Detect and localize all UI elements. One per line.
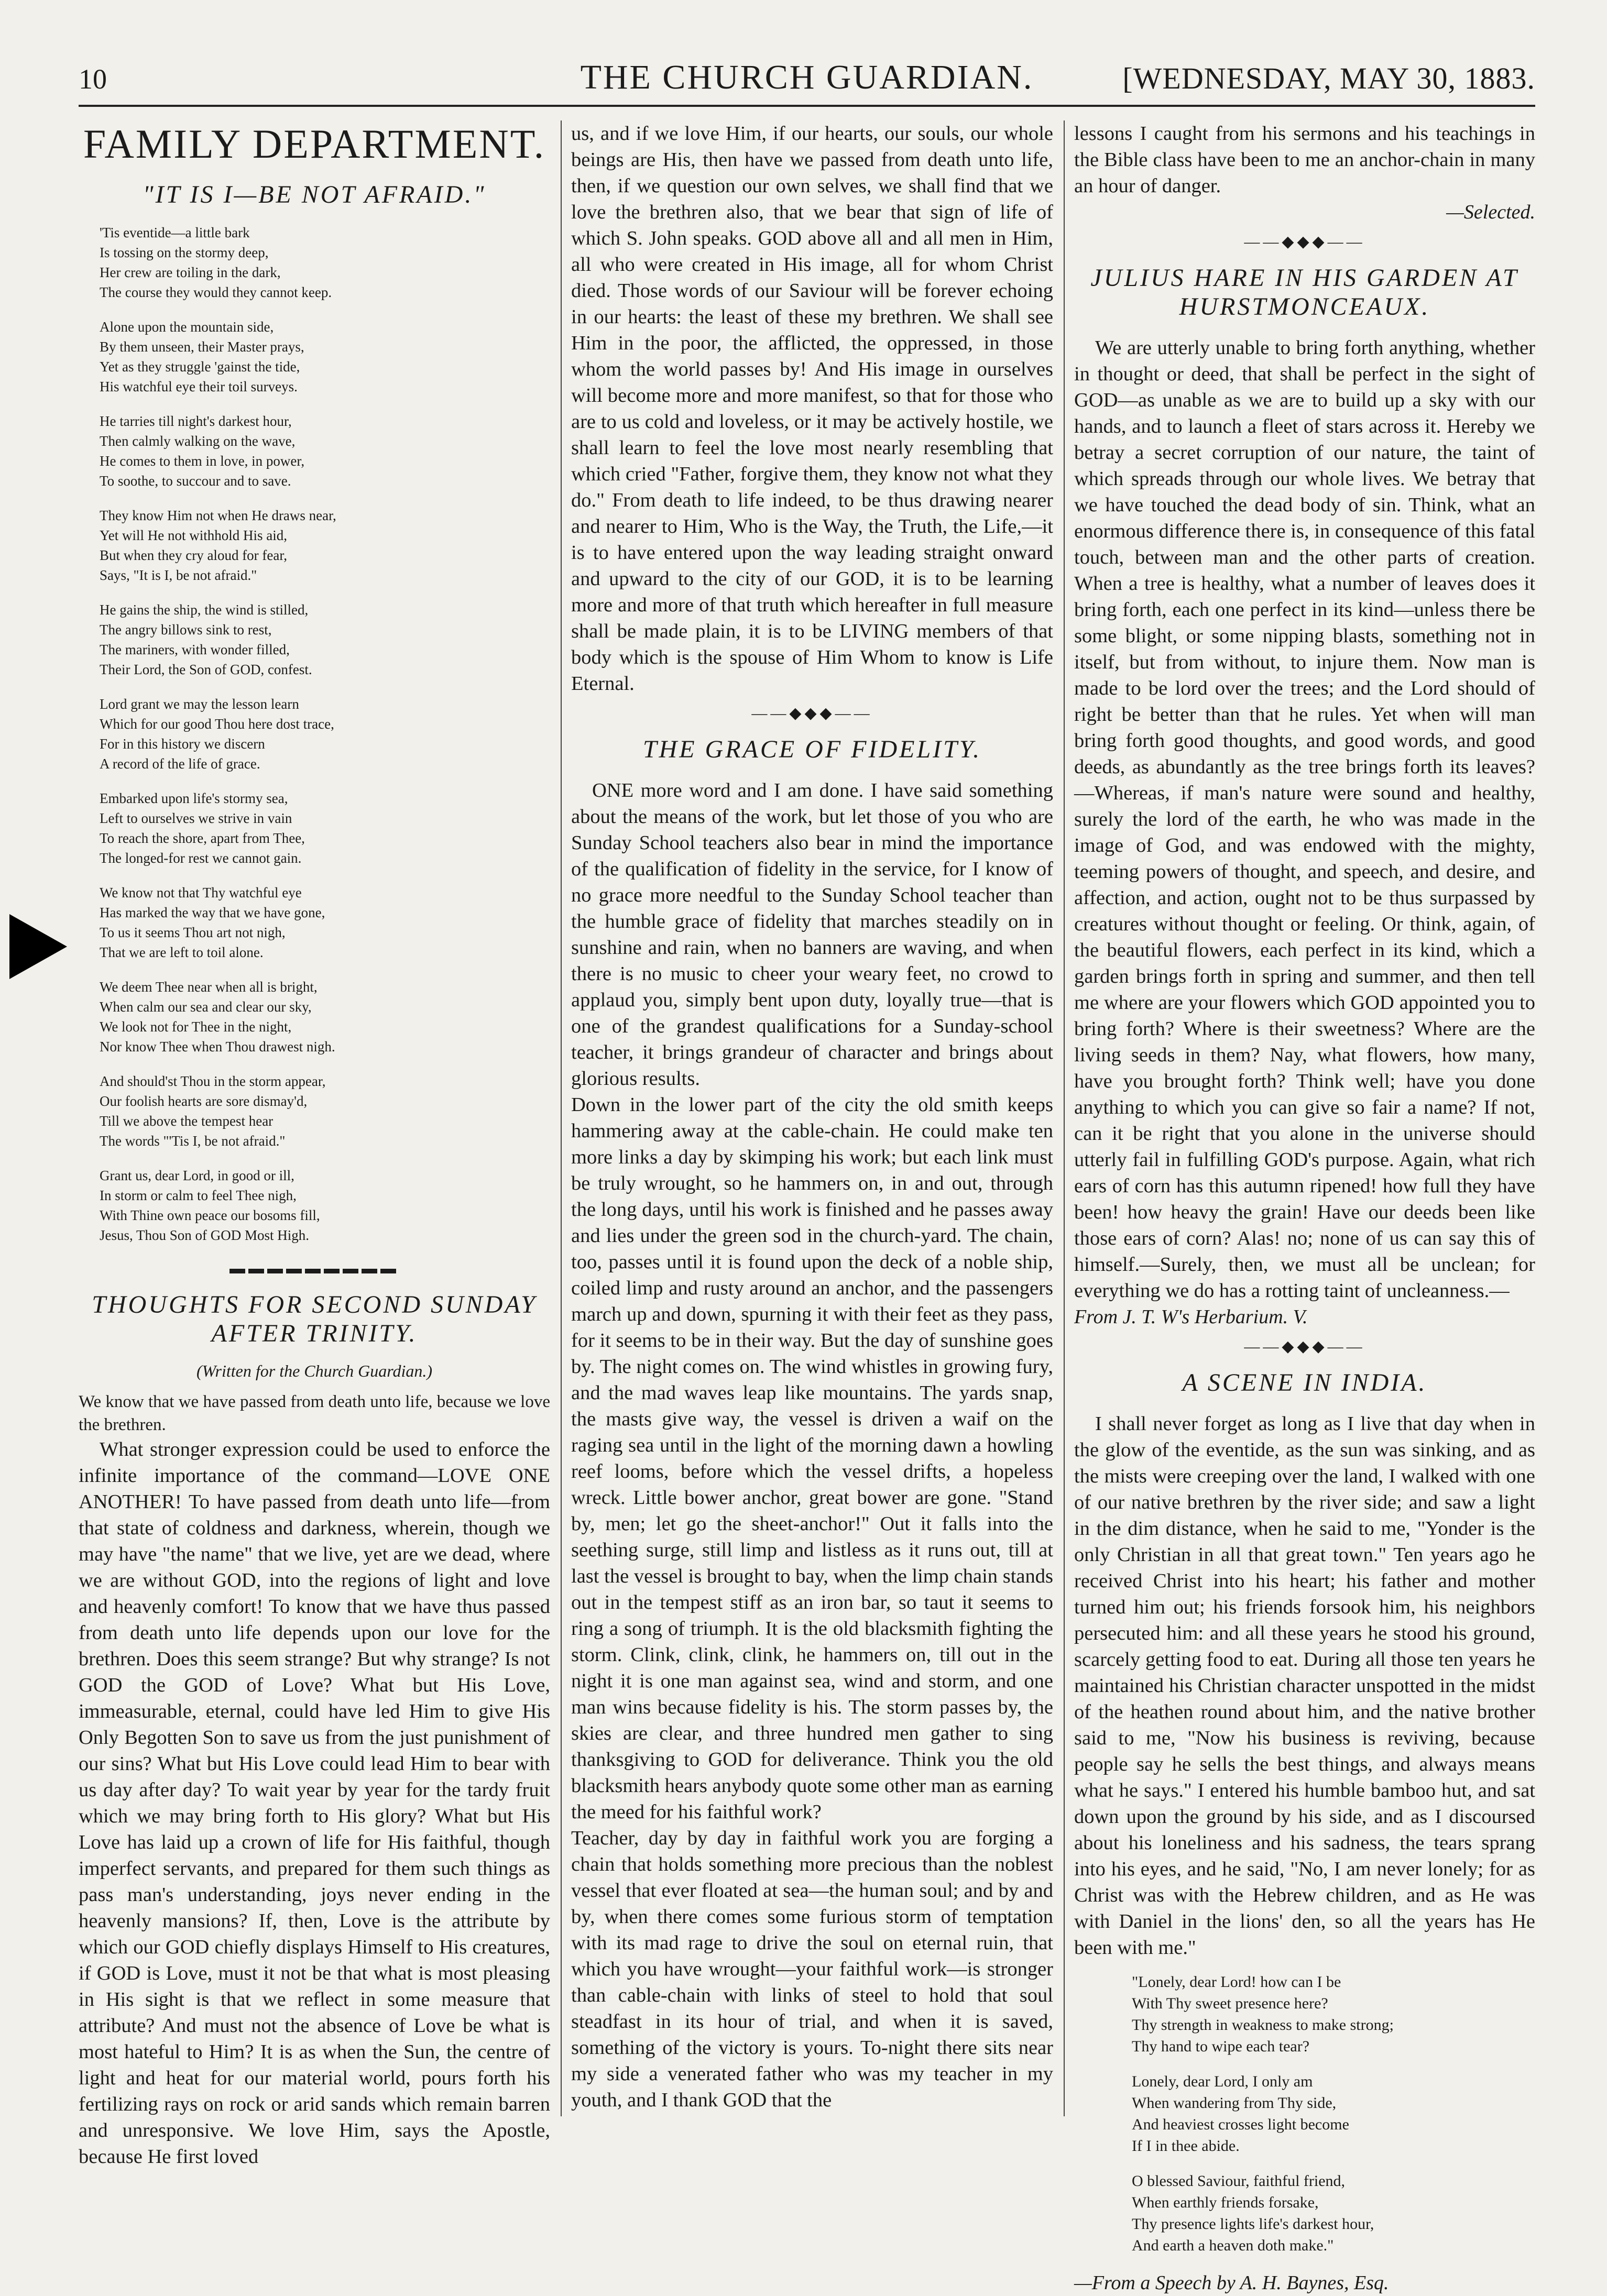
column-rule-2 [1064, 120, 1065, 2116]
poem-stanza: 'Tis eventide—a little bark Is tossing on the stormy deep, Her crew are toiling in the dark, The course they would they cannot keep. [100, 225, 332, 300]
poem-title: "IT IS I—BE NOT AFRAID." [143, 181, 486, 208]
poem-stanza: Lord grant we may the lesson learn Which for our good Thou here dost trace, For in this history we discern A record of the life of grace. [100, 696, 334, 772]
article-body: We are utterly unable to bring forth anything, whether in thought or deed, that shall be perfect in the sight of GOD—as unable as we are to build up a sky with our hands, and to launch a fleet of stars across it. Hereby we betray a secret corruption of our nature, the taint of which spreads through our whole lives. We betray that we have touched the dead body of sin. Think, what an enormous difference there is, in consequence of this fatal touch, between man and the other parts of creation. When a tree is healthy, what a number of leaves does it bring forth, each one perfect in its kind—unless there be some blight, or some nipping blasts, something not in itself, but from without, to injure them. Now man is made to be lord over the trees; and the Lord should of right be better than that he rules. Yet when will man bring forth good thoughts, and good words, and good deeds, as abundantly as the tree brings forth its leaves?—Whereas, if man's nature were sound and healthy, surely the lord of the earth, he who was made in the image of God, and was endowed with the mighty, teeming powers of thought, and speech, and desire, and affection, and action, ought not to be thus surpassed by creatures without thought or feeling. Or think, again, of the beautiful flowers, each perfect in its kind, which a garden brings forth in spring and summer, and then tell me where are your flowers which GOD appointed you to bring forth? Where is their sweetness? Where are the living seeds in them? Nay, what flowers, how many, have you brought forth? Think well; have you done anything to which you can give so fair a name? If not, can it be right that you alone in the universe should utterly fail in fulfilling GOD's purpose. Again, what rich ears of corn has this autumn ripened! how full they have been! how heavy the grain! Have our deeds been like those ears of corn? Alas! no; none of us can say this of himself.—Surely, then, we must all be unclean; for everything we do has a rotting taint of uncleanness.— [1074, 337, 1535, 1302]
article-source: From J. T. W's Herbarium. V. [1074, 1306, 1308, 1328]
page-masthead [79, 58, 1535, 107]
poem-stanza: O blessed Saviour, faithful friend, When earthly friends forsake, Thy presence lights life's darkest hour, And earth a heaven doth make." [1132, 2172, 1374, 2254]
article-title: A SCENE IN INDIA. [1182, 1369, 1427, 1397]
section-ornament: ——◆◆◆—— [1244, 1338, 1365, 1355]
article-source: —Selected. [1446, 201, 1535, 223]
issue-date: [WEDNESDAY, MAY 30, 1883. [1122, 61, 1535, 95]
article-title: JULIUS HARE IN HIS GARDEN AT HURSTMONCEAUX. [1090, 264, 1519, 321]
poem-stanza: Grant us, dear Lord, in good or ill, In storm or calm to feel Thee nigh, With Thine own peace our bosoms fill, Jesus, Thou Son of GOD Most High. [100, 1168, 320, 1243]
newspaper-title: THE CHURCH GUARDIAN. [580, 58, 1034, 96]
article-body: I shall never forget as long as I live that day when in the glow of the eventide, as the sun was sinking, and as the mists were creeping over the land, I walked with one of our native brethren by the river side; and saw a light in the dim distance, when he said to me, "Yonder is the only Christian in all that great town." Ten years ago he received Christ into his heart; his father and mother turned him out; his friends forsook him, his neighbors persecuted him: and all these years he stood his ground, scarcely getting food to eat. During all those ten years he maintained his Christian character unspotted in the midst of the heathen round about him, and the native brother said to me, "Now his business is reviving, because people say he sells the best things, and always means what he says." I entered his humble bamboo hut, and sat down upon the ground by his side, and as I discoursed about his loneliness and his sadness, the tears sprang into his eyes, and he said, "No, I am never lonely; for as Christ was with the Hebrew children, and as He was with Daniel in the lions' den, so all the years has He been with me." [1074, 1413, 1535, 1959]
article-epigraph: We know that we have passed from death unto life, because we love the brethren. [79, 1392, 550, 1434]
article-body-continued: us, and if we love Him, if our hearts, our souls, our whole beings are His, then have we passed from death unto life, then, if we question our own selves, we shall find that we love the brethren also, that we bear that sign of life of which S. John speaks. GOD above all and all men in Him, all who were created in His image, all for whom Christ died. Those words of our Saviour will be forever echoing in our hearts: the least of these my brethren. We shall see Him in the poor, the afflicted, the oppressed, in those whom the world passes by! And His image in ourselves will become more and more manifest, so that for those who are to us cold and loveless, or it may be actively hostile, we shall learn to feel the love most nearly resembling that which cried "Father, forgive them, they know not what they do." From death to life indeed, to be thus drawing nearer and nearer to Him, Who is the Way, the Truth, the Life,—it is to have entered upon the way leading straight onward and upward to the city of our GOD, it is to be learning more and more of that truth which hereafter in full measure shall be made plain, it is to be LIVING members of that body which is the spouse of Him Whom to know is Life Eternal. [571, 123, 1053, 695]
poem-stanza: And should'st Thou in the storm appear, Our foolish hearts are sore dismay'd, Till we above the tempest hear The words "'Tis I, be not afraid." [100, 1073, 326, 1149]
article-body-continued: lessons I caught from his sermons and his teachings in the Bible class have been to me an anchor-chain in many an hour of danger. [1074, 123, 1535, 197]
poem-stanza: We know not that Thy watchful eye Has marked the way that we have gone, To us it seems Thou art not nigh, That we are left to toil alone. [100, 885, 325, 960]
poem-stanza: Embarked upon life's stormy sea, Left to ourselves we strive in vain To reach the shore, apart from Thee, The longed-for rest we cannot gain. [100, 790, 305, 866]
margin-marker-icon [9, 914, 67, 979]
department-heading: FAMILY DEPARTMENT. [83, 121, 546, 167]
poem-stanza: He gains the ship, the wind is stilled, The angry billows sink to rest, The mariners, with wonder filled, Their Lord, the Son of GOD, confest. [100, 602, 312, 677]
page-number: 10 [79, 63, 107, 95]
poem-stanza: He tarries till night's darkest hour, Then calmly walking on the wave, He comes to them in love, in power, To soothe, to succour and to save. [100, 413, 305, 489]
article-body: What stronger expression could be used to enforce the infinite importance of the command—LOVE ONE ANOTHER! To have passed from death unto life—from that state of coldness and darkness, wherein, though we may have "the name" that we live, yet are we dead, where we are without GOD, into the regions of light and love and heavenly comfort! To know that we have thus passed from death unto life depends upon our love for the brethren. Does this seem strange? But why strange? Is not GOD the GOD of Love? What but His Love, immeasurable, eternal, could have led Him to give His Only Begotten Son to save us from the just punishment of our sins? What but His Love could lead Him to bear with us day after day? To wait year by year for the tardy fruit which we may bring forth to His glory? What but His Love has laid up a crown of life for His faithful, though imperfect servants, and prepared for them such things as pass man's understanding, joys never ending in the heavenly mansions? If, then, Love is the attribute by which our GOD chiefly displays Himself to His creatures, if GOD is Love, must it not be that what is most pleasing in His sight is that we reflect in some measure that attribute? And must not the absence of Love be what is most hateful to Him? It is as when the Sun, the centre of light and heat for our material world, pours forth his fertilizing rays on rock or arid sands which remain barren and unresponsive. We love Him, says the Apostle, because He first loved [79, 1438, 550, 2168]
article-title: THOUGHTS FOR SECOND SUNDAY AFTER TRINITY. [92, 1291, 537, 1347]
column-rule-1 [561, 120, 562, 2116]
section-ornament: ——◆◆◆—— [751, 705, 873, 722]
section-ornament: ——◆◆◆—— [1244, 233, 1365, 250]
article-subtitle: (Written for the Church Guardian.) [196, 1361, 433, 1380]
column-1 [79, 120, 550, 2168]
poem-stanza: We deem Thee near when all is bright, When calm our sea and clear our sky, We look not for Thee in the night, Nor know Thee when Thou drawest nigh. [100, 979, 335, 1054]
article-source: —From a Speech by A. H. Baynes, Esq. [1074, 2272, 1389, 2294]
poem-stanza: Lonely, dear Lord, I only am When wandering from Thy side, And heaviest crosses light become If I in thee abide. [1132, 2073, 1349, 2155]
article-body: ONE more word and I am done. I have said something about the means of the work, but let those of you who are Sunday School teachers also bear in mind the importance of the qualification of fidelity in the service, for I know of no grace more needful to the Sunday School teacher than the humble grace of fidelity that marches steadily on in sunshine and rain, when no banners are waving, and when there is no music to cheer your weary feet, no crowd to applaud you, simply bent upon duty, loyally true—that is one of the grandest qualifications for a Sunday-school teacher, it brings grandeur of character and brings about glorious results. Down in the lower part of the city the old smith keeps hammering away at the cable-chain. He could make ten more links a day by skimping his work; but each link must be truly wrought, so he hammers on, in and out, through the long days, until his work is finished and he passes away and lies under the green sod in the church-yard. The chain, too, passes until it is found upon the deck of a noble ship, coiled limp and rusty around an anchor, and the passengers march up and down, spurning it with their feet as they pass, for it seems to be in their way. But the day of sunshine goes by. The night comes on. The wind whistles in growing fury, and the mad waves leap like mountains. The yards snap, the masts give way, the vessel is driven a waif on the raging sea until in the light of the morning dawn a howling reef looms, before which the vessel drifts, a hopeless wreck. Little bower anchor, great bower are gone. "Stand by, men; let go the sheet-anchor!" Out it falls into the seething surge, still limp and listless as it runs out, till at last the vessel is brought to bay, when the limp chain stands out in the tempest stiff as an iron bar, so taut it seems to ring a song of triumph. It is the old blacksmith fighting the storm. Clink, clink, clink, he hammers on, till out in the night it is one man against sea, wind and storm, and one man wins because fidelity is his. The storm passes by, the skies are clear, and three hundred men gather to sing thanksgiving to GOD for deliverance. Think you the old blacksmith hears anybody quote some other man as earning the meed for his faithful work? Teacher, day by day in faithful work you are forging a chain that holds something more precious than the noblest vessel that ever floated at sea—the human soul; and by and by, when there comes some furious storm of temptation with its mad rage to drive the soul on eternal ruin, that which you have wrought—your faithful work—is stronger than cable-chain with links of steel to hold that soul steadfast in its hour of trial, and when it is saved, something of the victory is yours. To-night there sits near my side a venerated father who was my teacher in my youth, and I thank GOD that the [571, 779, 1053, 2111]
poem-stanza: Alone upon the mountain side, By them unseen, their Master prays, Yet as they struggle 'gainst the tide, His watchful eye their toil surveys. [100, 319, 304, 394]
column-2 [571, 120, 1053, 2116]
article-title: THE GRACE OF FIDELITY. [642, 735, 982, 763]
section-divider: ▬▬▬▬▬▬▬▬▬ [229, 1260, 399, 1277]
poem-stanza: They know Him not when He draws near, Yet will He not withhold His aid, But when they cry aloud for fear, Says, "It is I, be not afraid." [100, 508, 336, 583]
column-3 [1074, 120, 1535, 2294]
poem-stanza: "Lonely, dear Lord! how can I be With Thy sweet presence here? Thy strength in weakness to make strong; Thy hand to wipe each tear? [1132, 1973, 1394, 2055]
